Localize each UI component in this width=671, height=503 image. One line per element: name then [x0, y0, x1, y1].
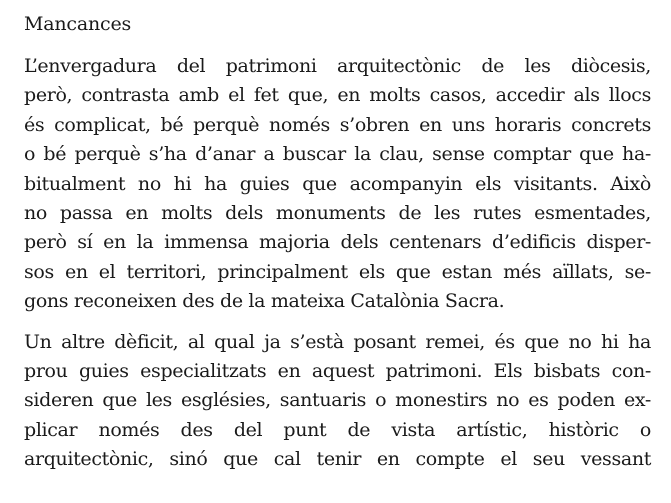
- article-body: [24, 10, 651, 485]
- paragraph-2: [24, 328, 651, 475]
- text-line: Un altre dèficit, al qual ja s’està posant remei, és que no hi ha: [24, 330, 651, 353]
- text-line: prou guies especialitzats en aquest patrimoni. Els bisbats con-: [24, 359, 651, 382]
- text-line: L’envergadura del patrimoni arquitectònic de les diòcesis,: [24, 55, 651, 77]
- text-line: bitualment no hi ha guies que acompanyin els visitants. Això: [24, 172, 651, 195]
- text-line: sideren que les esglésies, santuaris o monestirs no es poden ex-: [24, 389, 651, 412]
- section-heading: Mancances: [24, 13, 132, 35]
- text-line: arquitectònic, sinó que cal tenir en compte el seu vessant: [24, 448, 651, 471]
- text-line: gons reconeixen des de la mateixa Catalònia Sacra.: [24, 290, 505, 313]
- paragraph-1: [24, 52, 651, 317]
- text-line: o bé perquè s’ha d’anar a buscar la clau, sense comptar que ha-: [24, 143, 651, 166]
- text-line: però, contrasta amb el fet que, en molts casos, accedir als llocs: [24, 84, 651, 107]
- text-line: és complicat, bé perquè només s’obren en uns horaris concrets: [24, 113, 651, 136]
- text-line: però sí en la immensa majoria dels centenars d’edificis disper-: [24, 231, 651, 254]
- text-line: plicar només des del punt de vista artístic, històric o: [24, 418, 651, 441]
- text-line: sos en el territori, principalment els que estan més aïllats, se-: [24, 260, 651, 283]
- text-line: no passa en molts dels monuments de les rutes esmentades,: [24, 201, 651, 224]
